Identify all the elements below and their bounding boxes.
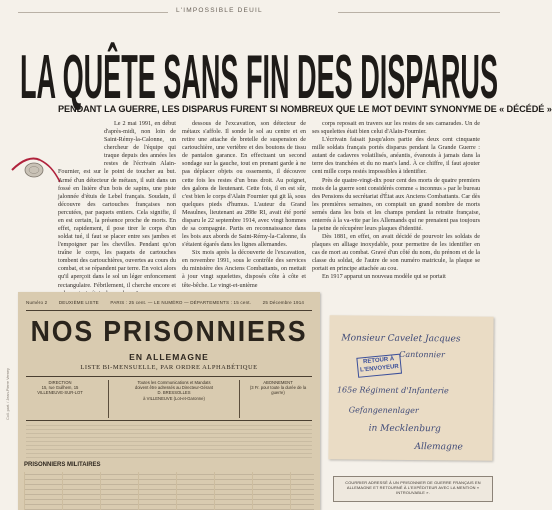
newspaper-name-list: [24, 472, 314, 510]
article-column-3: [312, 120, 480, 282]
box-line: à VILLENEUVE (Lot-et-Garonne): [143, 395, 205, 401]
newspaper-rule: [26, 376, 312, 377]
newspaper-communications-box: [108, 380, 240, 418]
box-line: ABONNEMENT: [263, 380, 293, 385]
box-line: (3 Fr. pour toute la durée de la guerre): [249, 385, 307, 396]
article-column-1: [58, 120, 176, 298]
tag-wrap-space: [58, 120, 104, 162]
postcard-line: in Mecklenburg: [368, 423, 441, 435]
postcard-image: [328, 315, 493, 460]
section-rubric: [0, 4, 500, 16]
photo-credit: Coll. part. / Jean-Pierre Verney: [6, 368, 10, 420]
subtitle: PENDANT LA GUERRE, LES DISPARUS FURENT SI NOMBREUX QUE LE MOT DEVINT SYNONYME DE « DÉCÉDÉ »: [58, 104, 552, 114]
rubric-text: L'IMPOSSIBLE DEUIL: [176, 7, 263, 14]
article-paragraph: corps reposait en travers sur les restes de ses camarades. Un de ses squelettes était bien celui d'Alain-Fournier.: [312, 121, 480, 136]
newspaper-strip: [26, 300, 314, 308]
rubric-rule-left: [18, 12, 168, 13]
newspaper-body-text: [26, 422, 312, 458]
newspaper-rule: [26, 310, 312, 311]
price-line: PARIS : 25 cent. — LE NUMÉRO — DÉPARTEMENTS : 15 cent.: [110, 300, 252, 305]
figure-caption: COURRIER ADRESSÉ À UN PRISONNIER DE GUERRE FRANÇAIS EN ALLEMAGNE ET RETOURNÉ À L'EXPÉDITEUR AVEC LA MENTION « INTROUVABLE ».: [333, 476, 493, 502]
postcard-line: 165e Régiment d'Infanterie: [336, 385, 449, 396]
postcard-line: Allemagne: [414, 442, 463, 453]
newspaper-image: [18, 292, 320, 510]
article-paragraph: Six mois après la découverte de l'excavation, en novembre 1991, sous le contrôle des services du ministère des Anciens Combattants, on mettait à jour vingt squelettes, disposés côte à côte et tête-bêche. Le vingt-et-unième: [182, 250, 306, 289]
newspaper-subhead: EN ALLEMAGNE: [129, 352, 209, 362]
newspaper-headline: NOS PRISONNIERS: [30, 316, 308, 348]
newspaper-section-label: PRISONNIERS MILITAIRES: [24, 462, 101, 468]
article-paragraph: dessous de l'excavation, son détecteur de métaux s'affole. Il sonde le sol au centre et en retire une attache de bretelle de suspension de cartouchière, une vertèbre et des boutons de tissu de pantalon garance. En effectuant un second sondage sur la gauche, tout en prenant garde à ne pas déplacer objets ou ossements, il découvre cette fois les restes d'un bras droit. Au poignet, des galons de lieutenant. Cette fois, il en est sûr, c'est bien le corps d'Alain Fournier qui git là, sous quelques pieds d'humus. L'auteur du Grand Meaulnes, lieutenant au 288e RI, avait été porté disparu le 22 septembre 1914, avec vingt hommes de sa compagnie. Partis en reconnaissance dans les bois aux abords de Saint-Rémy-la-Calonne, ils s'étaient égarés dans les lignes allemandes.: [182, 121, 306, 249]
article-paragraph: Le 2 mai 1991, en début d'après-midi, non loin de Saint-Rémy-la-Calonne, un chercheur de l'équipe qui traque depuis des années les restes de l'écrivain Alain-Fournier, est sur le point de toucher au but. Armé d'un détecteur de métaux, il suit dans un fossé en lisière d'un bois de sapins, une piste jalonnée d'étuis de Lebel français. Soudain, il découvre des cartouches françaises non percutées, par paquets entiers. Cela signifie, il en est certain, la présence proche de morts. En effet, rapidement, il pose tirer le corps d'un soldat tué, il faut se placer entre ses jambes et l'empoigner par les chevilles. Pendant qu'on traîne le corps, les paquets de cartouches tombent des cartouchières, ouvertes au cours du combat, et se répandent par terre. En voici alors qu'il aperçoit dans le sol un léger enfoncement rectangulaire. Fébrilement, il cherche encore et: [58, 121, 176, 289]
postcard-line: Monsieur Cavelet Jacques: [341, 333, 461, 345]
article-paragraph: En 1917 apparut un nouveau modèle qui se portait: [322, 274, 446, 281]
article-paragraph: Dès 1881, en effet, on avait décidé de pourvoir les soldats de plaques en alliage inoxydable, pour permettre de les identifier en cas de mort au combat. Gravé d'un côté du nom, du prénom et de la classe du soldat, de l'autre de son numéro matricule, la plaque se portait en principe attachée au cou.: [312, 234, 480, 273]
article-column-2: [182, 120, 306, 290]
box-line: D. BRESSOLLES: [157, 390, 191, 396]
box-line: 15, rue Guilhem, 15: [41, 385, 79, 391]
list-number: DEUXIÈME LISTE: [58, 300, 99, 305]
newspaper-direction-box: [28, 380, 92, 418]
box-line: VILLENEUVE-SUR-LOT: [37, 390, 83, 396]
title-text: LA QUÊTE SANS FIN DES DISPARUS: [20, 43, 498, 112]
newspaper-rule: [26, 420, 312, 421]
box-line: doivent être adressés au Directeur-Gérant: [134, 385, 214, 391]
box-line: DIRECTION: [48, 380, 72, 385]
newspaper-subscription-box: [244, 380, 312, 418]
rubric-rule-right: [338, 12, 500, 13]
postcard-line: Cantonnier: [399, 349, 445, 360]
issue-number: Numéro 2: [26, 300, 48, 305]
box-line: Toutes les Communications et Mandats: [137, 380, 211, 385]
article-paragraph: L'écrivain faisait jusqu'alors partie des deux cent cinquante mille soldats français portés disparus pendant la Grande Guerre : autant de cadavres volatilisés, anéantis, évanouis à jamais dans la terre des tranchées et du no man's land. À ce chiffre, il faut ajouter cent mille corps restés impossibles à identifier.: [312, 137, 480, 176]
postcard-line: Gefangenenlager: [348, 405, 419, 416]
return-stamp: RETOUR À L'ENVOYEUR: [356, 354, 402, 378]
issue-date: 25 Décembre 1914: [262, 300, 305, 305]
article-paragraph: Près de quatre-vingt-dix pour cent des morts de quatre premiers mois de la guerre sont considérés comme « inconnus » par le bureau des Pensions du secrétariat d'État aux Anciens Combattants. Car dès les premières semaines, on comptait un grand nombre de morts semés dans les bois et les champs pendant la retraite française, enterrés à la va-vite par les Allemands qui ne prenaient pas toujours la peine de récupérer leurs plaques d'identité.: [312, 177, 480, 233]
newspaper-list-line: LISTE BI-MENSUELLE, PAR ORDRE ALPHABÉTIQUE: [80, 364, 258, 371]
